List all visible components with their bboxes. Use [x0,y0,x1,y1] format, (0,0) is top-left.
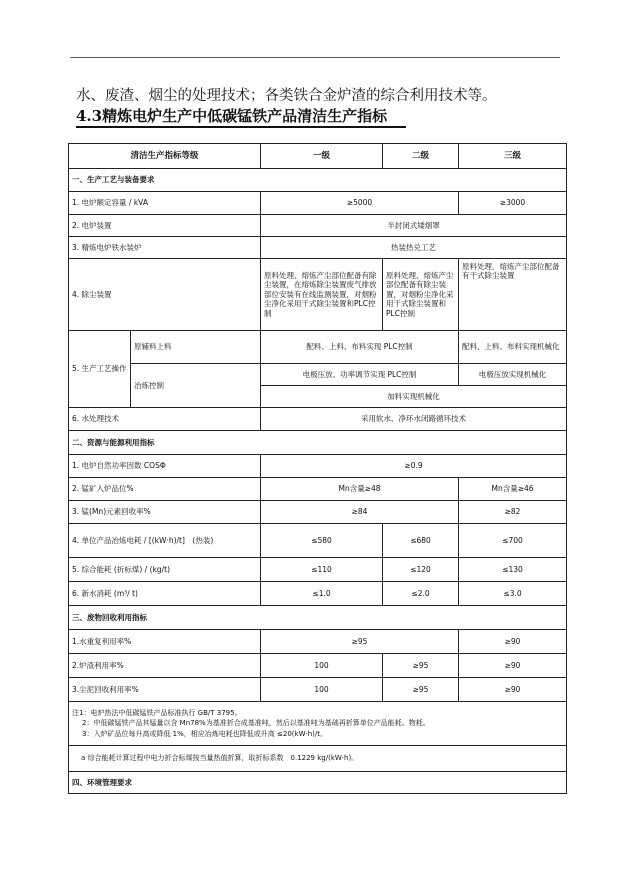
intro-text: 水、废渣、烟尘的处理技术；各类铁合金炉渣的综合利用技术等。 [76,88,497,104]
cell-level2: ≥95 [383,654,459,678]
cell-level12: ≥84 [261,501,459,524]
cell-level3: ≥90 [459,678,567,702]
cell-level3: ≥3000 [459,192,567,215]
cell-level1: ≤110 [261,558,383,582]
table-header-row [69,144,567,169]
cell-level3: 原料处理、熔炼产尘部位配备有干式除尘装置 [459,259,567,331]
note-line: 2：中低碳锰铁产品其锰量以含 Mn78%为基准折合成基准吨，然后以基准吨为基础再折算单位产品能耗、物耗。 [82,719,430,728]
header-level3: 三级 [459,144,567,169]
section3-title: 三、废物回收利用指标 [69,606,567,630]
row-label: 5. 综合能耗 (折标煤) / (kg/t) [69,558,261,582]
table-row [69,408,567,431]
row-label: 6. 水处理技术 [69,408,261,431]
row-label: 2. 锰矿入炉品位% [69,478,261,501]
table-row [69,654,567,678]
table-row [69,524,567,558]
section-row [69,431,567,455]
row-label: 3.尘泥回收利用率% [69,678,261,702]
cell-level12: 电极压放、功率调节实现 PLC控制 [261,364,459,386]
cell-level1: 原料处理、熔炼产尘部位配备有除尘装置，在熔炼除尘装置废气排放部位安装有在线监测装置，对烟粉尘净化采用干式除尘装置和PLC控制 [261,259,383,331]
cell-all-levels: ≥0.9 [261,455,567,478]
cell-level3: ≥90 [459,654,567,678]
table-row [69,215,567,237]
table-notes [69,702,567,746]
cell-level2: 原料处理、熔炼产尘部位配备有除尘装置，对烟粉尘净化采用干式除尘装置和PLC控制 [383,259,459,331]
cell-all-levels: 热装热兑工艺 [261,237,567,259]
table-row [69,478,567,501]
cell-level3: 电极压放实现机械化 [459,364,567,386]
cell-level12: Mn含量≥48 [261,478,459,501]
header-level1: 一级 [261,144,383,169]
row-label: 3. 精炼电炉铁水装炉 [69,237,261,259]
table-row [69,582,567,606]
cell-level1: 100 [261,654,383,678]
row-label: 6. 新水消耗 (m³/ t) [69,582,261,606]
cell-level2: ≤2.0 [383,582,459,606]
cell-level3: ≥90 [459,630,567,654]
section-row [69,772,567,794]
table-row [69,678,567,702]
table-row [69,192,567,215]
cell-all-levels: 加料实现机械化 [261,386,567,408]
indicator-table [68,143,567,794]
section1-title: 一、生产工艺与装备要求 [69,169,567,192]
table-row [69,364,567,386]
footnote-row [69,746,567,772]
cell-level2: ≤680 [383,524,459,558]
table-row [69,259,567,331]
row-label: 4. 单位产品冶炼电耗 / [(kW·h)/t] (热装) [69,524,261,558]
cell-all-levels: 采用软水、净环水闭路循环技术 [261,408,567,431]
cell-level12: ≥95 [261,630,459,654]
row-label: 4. 除尘装置 [69,259,261,331]
cell-level3: ≤130 [459,558,567,582]
heading-underline [76,126,406,128]
cell-level1: 100 [261,678,383,702]
section2-title: 二、资源与能源利用指标 [69,431,567,455]
cell-level3: ≤700 [459,524,567,558]
cell-all-levels: 半封闭式矮烟罩 [261,215,567,237]
section-row [69,169,567,192]
cell-level3: ≥82 [459,501,567,524]
table-row [69,331,567,364]
cell-level1: ≤1.0 [261,582,383,606]
note-line: 3：入炉矿品位每升高或降低 1%，相应冶炼电耗也降低或升高 ≤20(kW·h)/t。 [82,729,327,738]
cell-level3: 配料、上料、布料实现机械化 [459,331,567,364]
cell-level12: 配料、上料、布料实现 PLC控制 [261,331,459,364]
cell-level3: ≤3.0 [459,582,567,606]
table-row [69,237,567,259]
cell-level2: ≥95 [383,678,459,702]
cell-level1: ≤580 [261,524,383,558]
table-row [69,455,567,478]
footnote-a: a 综合能耗计算过程中电力折合标煤按当量热值折算，取折标系数 0.1229 kg/(kW·h)。 [69,746,567,772]
table-row [69,558,567,582]
cell-level12: ≥5000 [261,192,459,215]
row-label: 3. 锰(Mn)元素回收率% [69,501,261,524]
row-label: 5. 生产工艺操作 [69,331,131,408]
row-label: 1.水重复利用率% [69,630,261,654]
note-line: 注1：电炉热法中低碳锰铁产品标准执行 GB/T 3795。 [72,709,242,718]
cell-level3: Mn含量≥46 [459,478,567,501]
row-label: 1. 电炉额定容量 / kVA [69,192,261,215]
header-indicator: 清洁生产指标等级 [69,144,261,169]
header-rule [70,57,560,58]
notes-row [69,702,567,746]
table-row [69,630,567,654]
cell-level2: ≤120 [383,558,459,582]
row-label: 1. 电炉自然功率因数 COSΦ [69,455,261,478]
table-row [69,501,567,524]
row-label: 2.炉渣利用率% [69,654,261,678]
section-heading: 4.3精炼电炉生产中低碳锰铁产品清洁生产指标 [76,107,388,125]
sub-label: 冶炼控制 [131,364,261,408]
row-label: 2. 电炉装置 [69,215,261,237]
sub-label: 原辅料上料 [131,331,261,364]
header-level2: 二级 [383,144,459,169]
section4-title: 四、环境管理要求 [69,772,567,794]
section-row [69,606,567,630]
